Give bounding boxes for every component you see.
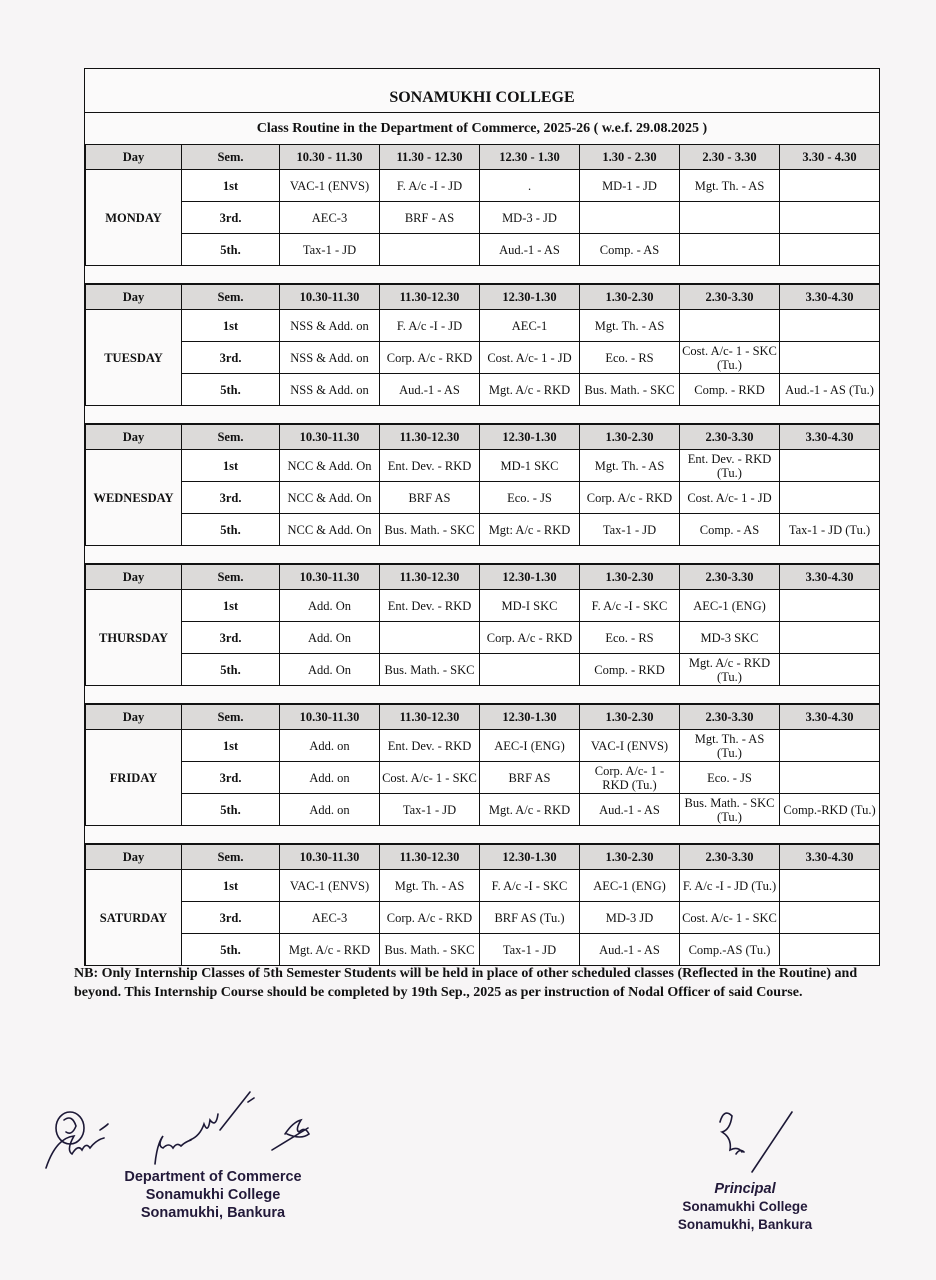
class-cell: AEC-1 — [480, 310, 580, 342]
hod-signature-block — [108, 1168, 318, 1222]
class-cell: Mgt. Th. - AS (Tu.) — [680, 730, 780, 762]
class-cell: Cost. A/c- 1 - JD — [680, 482, 780, 514]
semester-label: 3rd. — [182, 902, 280, 934]
class-cell: Eco. - RS — [580, 342, 680, 374]
semester-label: 3rd. — [182, 202, 280, 234]
routine-sheet — [84, 68, 880, 966]
class-cell — [780, 870, 880, 902]
semester-row — [86, 342, 880, 374]
class-cell: . — [480, 170, 580, 202]
semester-label: 1st — [182, 590, 280, 622]
class-cell: Eco. - RS — [580, 622, 680, 654]
day-table-saturday — [85, 844, 880, 966]
semester-label: 5th. — [182, 654, 280, 686]
semester-row — [86, 794, 880, 826]
class-cell: Bus. Math. - SKC — [580, 374, 680, 406]
time-slot-header: 11.30-12.30 — [380, 565, 480, 590]
day-name: FRIDAY — [86, 730, 182, 826]
block-spacer — [85, 686, 879, 704]
time-slot-header: 11.30-12.30 — [380, 845, 480, 870]
semester-row — [86, 310, 880, 342]
class-cell — [780, 234, 880, 266]
time-slot-header: 1.30-2.30 — [580, 285, 680, 310]
sig-right-line: Sonamukhi College — [682, 1199, 808, 1214]
semester-row — [86, 762, 880, 794]
semester-row — [86, 590, 880, 622]
class-cell: Comp. - AS — [580, 234, 680, 266]
class-cell: Mgt. A/c - RKD (Tu.) — [680, 654, 780, 686]
class-cell: Add. On — [280, 590, 380, 622]
time-slot-header: 2.30-3.30 — [680, 705, 780, 730]
time-slot-header: 11.30-12.30 — [380, 705, 480, 730]
sig-left-line: Sonamukhi, Bankura — [140, 1205, 286, 1221]
class-cell: Comp.-RKD (Tu.) — [780, 794, 880, 826]
semester-label: 1st — [182, 310, 280, 342]
block-spacer — [85, 266, 879, 284]
principal-signature-block — [650, 1180, 840, 1234]
class-cell: Mgt. Th. - AS — [380, 870, 480, 902]
semester-row — [86, 902, 880, 934]
time-slot-header: 3.30-4.30 — [780, 705, 880, 730]
class-cell: Cost. A/c- 1 - SKC — [380, 762, 480, 794]
class-cell: Comp. - RKD — [680, 374, 780, 406]
class-cell: Mgt. A/c - RKD — [280, 934, 380, 966]
class-cell: Bus. Math. - SKC (Tu.) — [680, 794, 780, 826]
semester-label: 3rd. — [182, 482, 280, 514]
class-cell — [780, 730, 880, 762]
class-cell — [680, 310, 780, 342]
class-cell: AEC-1 (ENG) — [580, 870, 680, 902]
semester-row — [86, 482, 880, 514]
sem-header: Sem. — [182, 145, 280, 170]
class-cell — [780, 170, 880, 202]
time-slot-header: 1.30-2.30 — [580, 705, 680, 730]
day-header: Day — [86, 705, 182, 730]
time-slot-header: 10.30-11.30 — [280, 425, 380, 450]
time-slot-header: 3.30-4.30 — [780, 285, 880, 310]
semester-row — [86, 934, 880, 966]
time-slot-header: 3.30 - 4.30 — [780, 145, 880, 170]
semester-row — [86, 450, 880, 482]
semester-row — [86, 622, 880, 654]
semester-label: 5th. — [182, 514, 280, 546]
time-slot-header: 2.30-3.30 — [680, 565, 780, 590]
time-slot-header: 10.30-11.30 — [280, 565, 380, 590]
semester-label: 1st — [182, 450, 280, 482]
class-cell — [780, 342, 880, 374]
class-cell: Add. On — [280, 654, 380, 686]
class-cell: AEC-I (ENG) — [480, 730, 580, 762]
time-slot-header: 2.30 - 3.30 — [680, 145, 780, 170]
sem-header: Sem. — [182, 425, 280, 450]
class-cell — [780, 310, 880, 342]
time-slot-header: 1.30 - 2.30 — [580, 145, 680, 170]
day-name: THURSDAY — [86, 590, 182, 686]
day-table-friday — [85, 704, 880, 826]
class-cell — [780, 590, 880, 622]
time-slot-header: 10.30 - 11.30 — [280, 145, 380, 170]
class-cell — [780, 934, 880, 966]
class-cell: Tax-1 - JD — [280, 234, 380, 266]
semester-label: 5th. — [182, 234, 280, 266]
class-cell: Tax-1 - JD — [580, 514, 680, 546]
semester-label: 3rd. — [182, 762, 280, 794]
class-cell: Mgt. A/c - RKD — [480, 374, 580, 406]
class-cell: Aud.-1 - AS — [380, 374, 480, 406]
sem-header: Sem. — [182, 845, 280, 870]
time-slot-header: 3.30-4.30 — [780, 425, 880, 450]
class-cell: BRF - AS — [380, 202, 480, 234]
day-header: Day — [86, 565, 182, 590]
day-table-wednesday — [85, 424, 880, 546]
semester-label: 1st — [182, 870, 280, 902]
class-cell — [780, 902, 880, 934]
class-cell: NSS & Add. on — [280, 374, 380, 406]
time-slot-header: 12.30-1.30 — [480, 285, 580, 310]
principal-title: Principal — [714, 1181, 776, 1197]
hod-signatures-icon — [40, 1090, 340, 1180]
class-cell: Tax-1 - JD — [480, 934, 580, 966]
class-cell — [780, 482, 880, 514]
semester-label: 3rd. — [182, 622, 280, 654]
day-header: Day — [86, 145, 182, 170]
semester-label: 1st — [182, 170, 280, 202]
class-cell: Mgt. Th. - AS — [580, 310, 680, 342]
class-cell: Aud.-1 - AS (Tu.) — [780, 374, 880, 406]
class-cell: Add. on — [280, 730, 380, 762]
semester-row — [86, 374, 880, 406]
class-cell: Add. On — [280, 622, 380, 654]
time-slot-header: 2.30-3.30 — [680, 425, 780, 450]
class-cell: Corp. A/c - RKD — [480, 622, 580, 654]
day-blocks — [85, 144, 879, 966]
class-cell: Mgt. Th. - AS — [680, 170, 780, 202]
time-slot-header: 1.30-2.30 — [580, 425, 680, 450]
time-slot-header: 12.30-1.30 — [480, 565, 580, 590]
class-cell: Mgt. Th. - AS — [580, 450, 680, 482]
class-cell: Eco. - JS — [480, 482, 580, 514]
class-cell: Comp. - RKD — [580, 654, 680, 686]
block-spacer — [85, 826, 879, 844]
class-cell — [780, 622, 880, 654]
time-slot-header: 11.30-12.30 — [380, 425, 480, 450]
class-cell: NSS & Add. on — [280, 310, 380, 342]
header-row — [86, 425, 880, 450]
semester-row — [86, 730, 880, 762]
class-cell: BRF AS (Tu.) — [480, 902, 580, 934]
class-cell: MD-3 - JD — [480, 202, 580, 234]
class-cell: MD-3 JD — [580, 902, 680, 934]
time-slot-header: 1.30-2.30 — [580, 845, 680, 870]
day-table-monday — [85, 144, 880, 266]
class-cell: Add. on — [280, 794, 380, 826]
semester-label: 5th. — [182, 794, 280, 826]
class-cell: Cost. A/c- 1 - JD — [480, 342, 580, 374]
class-cell: Mgt: A/c - RKD — [480, 514, 580, 546]
class-cell: Ent. Dev. - RKD — [380, 450, 480, 482]
class-cell: Ent. Dev. - RKD — [380, 730, 480, 762]
semester-row — [86, 514, 880, 546]
class-cell: Corp. A/c - RKD — [580, 482, 680, 514]
note: NB: Only Internship Classes of 5th Semester Students will be held in place of other scheduled classes (Reflected in the Routine) and beyond. This Internship Course should be completed by 19th Sep., 2025 as per instruction of Nodal Officer of said Course. — [74, 966, 858, 1000]
day-header: Day — [86, 845, 182, 870]
time-slot-header: 11.30-12.30 — [380, 285, 480, 310]
class-cell — [780, 654, 880, 686]
time-slot-header: 1.30-2.30 — [580, 565, 680, 590]
class-cell: Tax-1 - JD (Tu.) — [780, 514, 880, 546]
day-table-tuesday — [85, 284, 880, 406]
sig-left-line: Department of Commerce — [124, 1169, 302, 1185]
time-slot-header: 11.30 - 12.30 — [380, 145, 480, 170]
time-slot-header: 10.30-11.30 — [280, 705, 380, 730]
class-cell: Bus. Math. - SKC — [380, 934, 480, 966]
block-spacer — [85, 406, 879, 424]
semester-label: 5th. — [182, 934, 280, 966]
time-slot-header: 10.30-11.30 — [280, 285, 380, 310]
class-cell: NCC & Add. On — [280, 450, 380, 482]
class-cell: MD-3 SKC — [680, 622, 780, 654]
class-cell: Corp. A/c - RKD — [380, 342, 480, 374]
sem-header: Sem. — [182, 285, 280, 310]
class-cell: BRF AS — [380, 482, 480, 514]
day-header: Day — [86, 285, 182, 310]
time-slot-header: 2.30-3.30 — [680, 285, 780, 310]
class-cell: Mgt. A/c - RKD — [480, 794, 580, 826]
header-row — [86, 565, 880, 590]
class-cell: F. A/c -I - JD — [380, 310, 480, 342]
class-cell: Comp.-AS (Tu.) — [680, 934, 780, 966]
time-slot-header: 12.30 - 1.30 — [480, 145, 580, 170]
day-name: MONDAY — [86, 170, 182, 266]
day-name: SATURDAY — [86, 870, 182, 966]
sem-header: Sem. — [182, 705, 280, 730]
class-cell: Ent. Dev. - RKD — [380, 590, 480, 622]
principal-signature-icon — [700, 1100, 810, 1190]
class-cell: Cost. A/c- 1 - SKC — [680, 902, 780, 934]
class-cell: Eco. - JS — [680, 762, 780, 794]
header-row — [86, 845, 880, 870]
class-cell — [380, 234, 480, 266]
class-cell: AEC-3 — [280, 902, 380, 934]
semester-row — [86, 654, 880, 686]
class-cell: F. A/c -I - JD — [380, 170, 480, 202]
semester-row — [86, 202, 880, 234]
class-cell: AEC-3 — [280, 202, 380, 234]
header-row — [86, 705, 880, 730]
day-name: WEDNESDAY — [86, 450, 182, 546]
class-cell: Aud.-1 - AS — [580, 794, 680, 826]
time-slot-header: 3.30-4.30 — [780, 565, 880, 590]
class-cell — [680, 234, 780, 266]
class-cell: NCC & Add. On — [280, 482, 380, 514]
class-cell: Tax-1 - JD — [380, 794, 480, 826]
class-cell: Add. on — [280, 762, 380, 794]
day-table-thursday — [85, 564, 880, 686]
header-row — [86, 145, 880, 170]
class-cell: Bus. Math. - SKC — [380, 654, 480, 686]
class-cell: VAC-1 (ENVS) — [280, 870, 380, 902]
block-spacer — [85, 546, 879, 564]
class-cell: Aud.-1 - AS — [580, 934, 680, 966]
semester-row — [86, 870, 880, 902]
class-cell: F. A/c -I - SKC — [480, 870, 580, 902]
class-cell: Ent. Dev. - RKD (Tu.) — [680, 450, 780, 482]
class-cell — [780, 762, 880, 794]
class-cell — [680, 202, 780, 234]
time-slot-header: 10.30-11.30 — [280, 845, 380, 870]
time-slot-header: 2.30-3.30 — [680, 845, 780, 870]
class-cell: Corp. A/c- 1 - RKD (Tu.) — [580, 762, 680, 794]
class-cell — [580, 202, 680, 234]
class-cell — [780, 450, 880, 482]
sig-right-line: Sonamukhi, Bankura — [677, 1217, 813, 1232]
semester-label: 5th. — [182, 374, 280, 406]
semester-label: 1st — [182, 730, 280, 762]
time-slot-header: 3.30-4.30 — [780, 845, 880, 870]
class-cell: MD-I SKC — [480, 590, 580, 622]
class-cell: F. A/c -I - SKC — [580, 590, 680, 622]
class-cell: VAC-I (ENVS) — [580, 730, 680, 762]
class-cell: MD-1 SKC — [480, 450, 580, 482]
class-cell: Cost. A/c- 1 - SKC (Tu.) — [680, 342, 780, 374]
semester-row — [86, 170, 880, 202]
class-cell: VAC-1 (ENVS) — [280, 170, 380, 202]
time-slot-header: 12.30-1.30 — [480, 425, 580, 450]
class-cell: MD-1 - JD — [580, 170, 680, 202]
class-cell: Bus. Math. - SKC — [380, 514, 480, 546]
class-cell: Corp. A/c - RKD — [380, 902, 480, 934]
class-cell: NSS & Add. on — [280, 342, 380, 374]
class-cell: Comp. - AS — [680, 514, 780, 546]
class-cell: BRF AS — [480, 762, 580, 794]
class-cell — [780, 202, 880, 234]
header-row — [86, 285, 880, 310]
semester-row — [86, 234, 880, 266]
sem-header: Sem. — [182, 565, 280, 590]
semester-label: 3rd. — [182, 342, 280, 374]
sig-left-line: Sonamukhi College — [145, 1187, 281, 1203]
class-cell — [480, 654, 580, 686]
class-cell: NCC & Add. On — [280, 514, 380, 546]
routine-title: Class Routine in the Department of Commerce, 2025-26 ( w.e.f. 29.08.2025 ) — [256, 121, 708, 136]
day-name: TUESDAY — [86, 310, 182, 406]
college-name: SONAMUKHI COLLEGE — [85, 69, 879, 113]
time-slot-header: 12.30-1.30 — [480, 705, 580, 730]
class-cell: AEC-1 (ENG) — [680, 590, 780, 622]
class-cell: F. A/c -I - JD (Tu.) — [680, 870, 780, 902]
time-slot-header: 12.30-1.30 — [480, 845, 580, 870]
class-cell — [380, 622, 480, 654]
class-cell: Aud.-1 - AS — [480, 234, 580, 266]
day-header: Day — [86, 425, 182, 450]
